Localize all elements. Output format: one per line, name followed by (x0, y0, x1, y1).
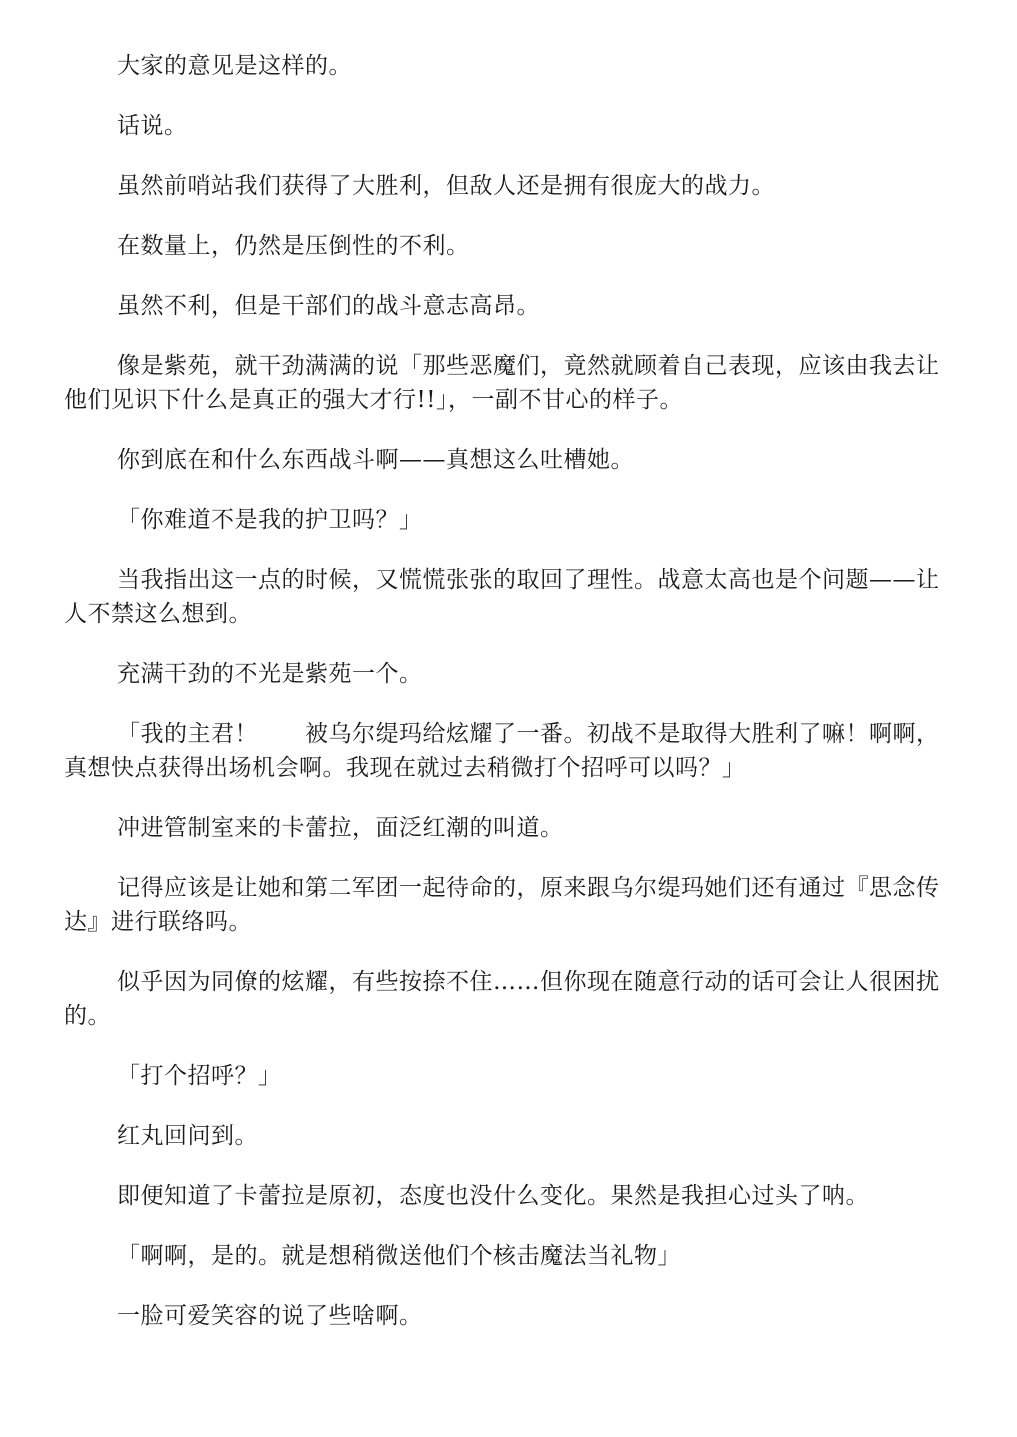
paragraph: 虽然不利，但是干部们的战斗意志高昂。 (117, 293, 540, 319)
paragraph: 当我指出这一点的时候，又慌慌张张的取回了理性。战意太高也是个问题——让人不禁这么想到。 (64, 567, 940, 627)
paragraph: 像是紫苑，就干劲满满的说「那些恶魔们，竟然就顾着自己表现，应该由我去让他们见识下什么是真正的强大才行!!」，一副不甘心的样子。 (64, 353, 940, 413)
paragraph: 似乎因为同僚的炫耀，有些按捺不住……但你现在随意行动的话可会让人很困扰的。 (64, 969, 940, 1029)
paragraph: 「你难道不是我的护卫吗？」 (117, 507, 423, 533)
paragraph: 一脸可爱笑容的说了些啥啊。 (117, 1303, 423, 1329)
paragraph: 话说。 (117, 113, 188, 139)
paragraph: 「我的主君！ 被乌尔缇玛给炫耀了一番。初战不是取得大胜利了嘛！啊啊，真想快点获得出场机会啊。我现在就过去稍微打个招呼可以吗？」 (64, 721, 940, 781)
paragraph: 红丸回问到。 (117, 1123, 258, 1149)
paragraph: 充满干劲的不光是紫苑一个。 (117, 661, 423, 687)
paragraph: 虽然前哨站我们获得了大胜利，但敌人还是拥有很庞大的战力。 (117, 173, 775, 199)
paragraph: 「啊啊，是的。就是想稍微送他们个核击魔法当礼物」 (117, 1243, 681, 1269)
paragraph: 冲进管制室来的卡蕾拉，面泛红潮的叫道。 (117, 815, 564, 841)
paragraph: 记得应该是让她和第二军团一起待命的，原来跟乌尔缇玛她们还有通过『思念传达』进行联络吗。 (64, 875, 940, 935)
paragraph: 大家的意见是这样的。 (117, 53, 352, 79)
paragraph: 你到底在和什么东西战斗啊——真想这么吐槽她。 (117, 447, 634, 473)
paragraph: 「打个招呼？」 (117, 1063, 282, 1089)
paragraph: 在数量上，仍然是压倒性的不利。 (117, 233, 470, 259)
paragraph: 即便知道了卡蕾拉是原初，态度也没什么变化。果然是我担心过头了呐。 (117, 1183, 869, 1209)
